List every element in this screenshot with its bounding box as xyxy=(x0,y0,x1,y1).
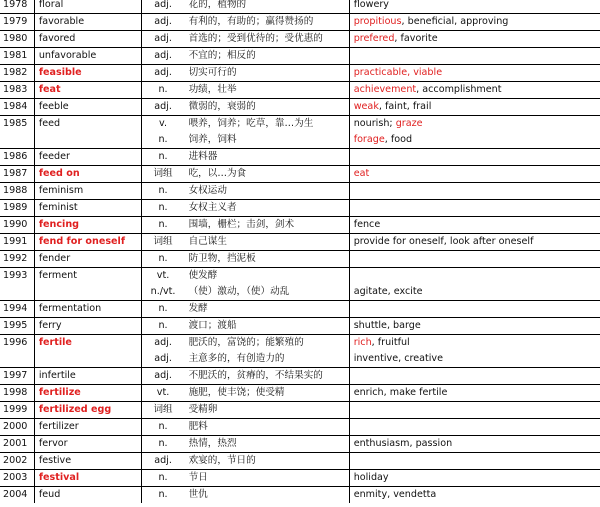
chinese-definition: 发酵 xyxy=(185,301,350,318)
entry-number: 1981 xyxy=(0,48,34,65)
entry-number xyxy=(0,351,34,368)
english-synonyms xyxy=(349,487,600,504)
part-of-speech: vt. xyxy=(141,385,185,402)
headword: fermentation xyxy=(34,301,141,318)
chinese-definition: 切实可行的 xyxy=(185,65,350,82)
chinese-definition: （使）激动，（使）动乱 xyxy=(185,284,350,301)
english-synonyms xyxy=(349,82,600,99)
headword: feud xyxy=(34,487,141,504)
vocab-row xyxy=(0,48,600,65)
chinese-definition: 热情，热烈 xyxy=(185,436,350,453)
headword: fencing xyxy=(34,217,141,234)
synonym-text: , favorite xyxy=(394,33,438,44)
english-synonyms xyxy=(349,99,600,116)
synonym-highlight: prefered xyxy=(353,33,395,44)
part-of-speech: adj. xyxy=(141,65,185,82)
part-of-speech: adj. xyxy=(141,99,185,116)
part-of-speech: n. xyxy=(141,217,185,234)
chinese-definition: 女权主义者 xyxy=(185,200,350,217)
chinese-definition: 肥料 xyxy=(185,419,350,436)
entry-number: 2004 xyxy=(0,487,34,504)
part-of-speech: n. xyxy=(141,183,185,200)
synonym-highlight: forage xyxy=(353,134,385,145)
synonym-highlight: rich xyxy=(353,337,372,348)
chinese-definition: 有利的，有助的；赢得赞扬的 xyxy=(185,14,350,31)
synonym-text: , food xyxy=(384,134,413,145)
headword: feminism xyxy=(34,183,141,200)
synonym-text: , accomplishment xyxy=(416,84,502,95)
headword: feeder xyxy=(34,149,141,166)
vocab-row xyxy=(0,132,600,149)
entry-number: 2002 xyxy=(0,453,34,470)
headword: fertile xyxy=(34,335,141,352)
entry-number: 1993 xyxy=(0,268,34,285)
part-of-speech: adj. xyxy=(141,14,185,31)
vocab-row xyxy=(0,318,600,335)
part-of-speech: n. xyxy=(158,134,168,145)
english-synonyms xyxy=(349,0,600,14)
entry-number: 1986 xyxy=(0,149,34,166)
vocab-row xyxy=(0,470,600,487)
english-synonyms xyxy=(349,436,600,453)
chinese-definition: 世仇 xyxy=(185,487,350,504)
chinese-definition: 喂养，饲养；吃草，靠…为生 xyxy=(185,116,350,133)
chinese-definition: 使发酵 xyxy=(185,268,350,285)
chinese-definition: 女权运动 xyxy=(185,183,350,200)
part-of-speech: n. xyxy=(141,436,185,453)
synonym-text: nourish; xyxy=(353,118,396,129)
chinese-definition: 受精卵 xyxy=(185,402,350,419)
entry-number: 1979 xyxy=(0,14,34,31)
vocab-row xyxy=(0,268,600,285)
part-of-speech: n. xyxy=(141,251,185,268)
headword xyxy=(34,284,141,301)
english-synonyms xyxy=(349,453,600,470)
part-of-speech: adj. xyxy=(141,48,185,65)
headword: festival xyxy=(34,470,141,487)
vocab-row xyxy=(0,217,600,234)
vocab-row xyxy=(0,419,600,436)
english-synonyms xyxy=(349,200,600,217)
vocab-row xyxy=(0,436,600,453)
part-of-speech: n. xyxy=(141,200,185,217)
vocab-row xyxy=(0,200,600,217)
english-synonyms xyxy=(349,183,600,200)
entry-number: 1984 xyxy=(0,99,34,116)
vocab-row xyxy=(0,335,600,352)
synonym-text: enmity, vendetta xyxy=(353,489,437,500)
entry-number: 1982 xyxy=(0,65,34,82)
chinese-definition: 节日 xyxy=(185,470,350,487)
synonym-text: shuttle, barge xyxy=(353,320,421,331)
vocab-row xyxy=(0,453,600,470)
headword: fertilizer xyxy=(34,419,141,436)
headword: feed xyxy=(34,116,141,133)
chinese-definition: 吃，以…为食 xyxy=(185,166,350,183)
vocab-row xyxy=(0,99,600,116)
entry-number: 2001 xyxy=(0,436,34,453)
english-synonyms xyxy=(349,402,600,419)
part-of-speech: n. xyxy=(141,82,185,99)
entry-number: 1989 xyxy=(0,200,34,217)
part-of-speech: adj. xyxy=(141,0,185,14)
english-synonyms xyxy=(349,251,600,268)
vocab-row xyxy=(0,183,600,200)
chinese-definition: 肥沃的，富饶的；能繁殖的 xyxy=(185,335,350,352)
part-of-speech: 词组 xyxy=(141,402,185,419)
headword xyxy=(34,132,141,149)
entry-number: 1980 xyxy=(0,31,34,48)
english-synonyms xyxy=(349,419,600,436)
english-synonyms xyxy=(349,132,600,149)
entry-number: 1983 xyxy=(0,82,34,99)
entry-number: 2000 xyxy=(0,419,34,436)
headword: ferment xyxy=(34,268,141,285)
vocab-row xyxy=(0,251,600,268)
entry-number: 1978 xyxy=(0,0,34,14)
headword: ferry xyxy=(34,318,141,335)
english-synonyms xyxy=(349,470,600,487)
vocab-row xyxy=(0,82,600,99)
vocab-row xyxy=(0,284,600,301)
synonym-text: agitate, excite xyxy=(353,286,423,297)
headword: fender xyxy=(34,251,141,268)
part-of-speech: v. xyxy=(141,116,185,133)
headword: feed on xyxy=(34,166,141,183)
part-of-speech: n. xyxy=(141,487,185,504)
entry-number: 1991 xyxy=(0,234,34,251)
entry-number: 1996 xyxy=(0,335,34,352)
headword xyxy=(34,351,141,368)
synonym-highlight: propitious xyxy=(353,16,402,27)
synonym-text: , fruitful xyxy=(371,337,410,348)
english-synonyms xyxy=(349,318,600,335)
synonym-text: fence xyxy=(353,219,381,230)
headword: favored xyxy=(34,31,141,48)
english-synonyms xyxy=(349,368,600,385)
chinese-definition: 围墙，栅栏；击剑，剑术 xyxy=(185,217,350,234)
chinese-definition: 饲养，饲料 xyxy=(185,132,350,149)
chinese-definition: 防卫物，挡泥板 xyxy=(185,251,350,268)
vocab-row xyxy=(0,0,600,14)
part-of-speech: n. xyxy=(141,318,185,335)
synonym-text: , beneficial, approving xyxy=(401,16,509,27)
headword: fertilize xyxy=(34,385,141,402)
english-synonyms xyxy=(349,116,600,133)
vocab-row xyxy=(0,149,600,166)
headword: feminist xyxy=(34,200,141,217)
chinese-definition: 首选的；受到优待的；受优惠的 xyxy=(185,31,350,48)
english-synonyms xyxy=(349,284,600,301)
headword: infertile xyxy=(34,368,141,385)
entry-number: 1992 xyxy=(0,251,34,268)
chinese-definition: 欢宴的，节日的 xyxy=(185,453,350,470)
chinese-definition: 功绩，壮举 xyxy=(185,82,350,99)
headword: festive xyxy=(34,453,141,470)
english-synonyms xyxy=(349,14,600,31)
vocab-row xyxy=(0,234,600,251)
headword: feat xyxy=(34,82,141,99)
english-synonyms xyxy=(349,351,600,368)
chinese-definition: 施肥，使丰饶；使受精 xyxy=(185,385,350,402)
chinese-definition: 不宜的；相反的 xyxy=(185,48,350,65)
headword: fend for oneself xyxy=(34,234,141,251)
part-of-speech: 词组 xyxy=(141,234,185,251)
headword: fervor xyxy=(34,436,141,453)
english-synonyms xyxy=(349,217,600,234)
vocab-row xyxy=(0,166,600,183)
part-of-speech: adj. xyxy=(141,335,185,352)
entry-number: 1999 xyxy=(0,402,34,419)
part-of-speech: adj. xyxy=(141,31,185,48)
vocab-row xyxy=(0,385,600,402)
part-of-speech: adj. xyxy=(141,453,185,470)
vocab-row xyxy=(0,402,600,419)
synonym-text: holiday xyxy=(353,472,389,483)
entry-number: 2003 xyxy=(0,470,34,487)
chinese-definition: 自己谋生 xyxy=(185,234,350,251)
english-synonyms xyxy=(349,48,600,65)
english-synonyms xyxy=(349,166,600,183)
synonym-highlight: eat xyxy=(353,168,370,179)
entry-number: 1985 xyxy=(0,116,34,133)
part-of-speech: n. xyxy=(141,149,185,166)
vocab-row xyxy=(0,351,600,368)
part-of-speech: n. xyxy=(141,470,185,487)
chinese-definition: 主意多的，有创造力的 xyxy=(185,351,350,368)
part-of-speech: n. xyxy=(141,301,185,318)
synonym-highlight: practicable, viable xyxy=(353,67,443,78)
part-of-speech: adj. xyxy=(141,368,185,385)
entry-number xyxy=(0,284,34,301)
vocab-row xyxy=(0,65,600,82)
headword: feasible xyxy=(34,65,141,82)
english-synonyms xyxy=(349,385,600,402)
english-synonyms xyxy=(349,234,600,251)
vocab-row xyxy=(0,14,600,31)
entry-number: 1987 xyxy=(0,166,34,183)
vocab-row xyxy=(0,487,600,504)
chinese-definition: 不肥沃的，贫瘠的，不结果实的 xyxy=(185,368,350,385)
chinese-definition: 微弱的，衰弱的 xyxy=(185,99,350,116)
english-synonyms xyxy=(349,301,600,318)
part-of-speech: vt. xyxy=(141,268,185,285)
part-of-speech: adj. xyxy=(154,353,172,364)
english-synonyms xyxy=(349,149,600,166)
vocab-row xyxy=(0,368,600,385)
chinese-definition: 进料器 xyxy=(185,149,350,166)
entry-number: 1997 xyxy=(0,368,34,385)
vocab-row xyxy=(0,301,600,318)
english-synonyms xyxy=(349,31,600,48)
english-synonyms xyxy=(349,65,600,82)
synonym-highlight: weak xyxy=(353,101,379,112)
synonym-text: inventive, creative xyxy=(353,353,443,364)
synonym-highlight: achievement xyxy=(353,84,417,95)
entry-number: 1990 xyxy=(0,217,34,234)
entry-number: 1994 xyxy=(0,301,34,318)
headword: floral xyxy=(34,0,141,14)
headword: favorable xyxy=(34,14,141,31)
english-synonyms xyxy=(349,268,600,285)
entry-number: 1988 xyxy=(0,183,34,200)
synonym-text: , faint, frail xyxy=(378,101,432,112)
synonym-highlight: graze xyxy=(395,118,423,129)
vocab-row xyxy=(0,116,600,133)
synonym-text: provide for oneself, look after oneself xyxy=(353,236,534,247)
part-of-speech: 词组 xyxy=(141,166,185,183)
vocab-row xyxy=(0,31,600,48)
headword: unfavorable xyxy=(34,48,141,65)
chinese-definition: 花的，植物的 xyxy=(185,0,350,14)
headword: fertilized egg xyxy=(34,402,141,419)
entry-number xyxy=(0,132,34,149)
english-synonyms xyxy=(349,335,600,352)
headword: feeble xyxy=(34,99,141,116)
entry-number: 1995 xyxy=(0,318,34,335)
part-of-speech: n. xyxy=(141,419,185,436)
synonym-text: enthusiasm, passion xyxy=(353,438,453,449)
part-of-speech: n./vt. xyxy=(150,286,176,297)
synonym-text: flowery xyxy=(353,0,389,10)
synonym-text: enrich, make fertile xyxy=(353,387,448,398)
chinese-definition: 渡口；渡船 xyxy=(185,318,350,335)
entry-number: 1998 xyxy=(0,385,34,402)
